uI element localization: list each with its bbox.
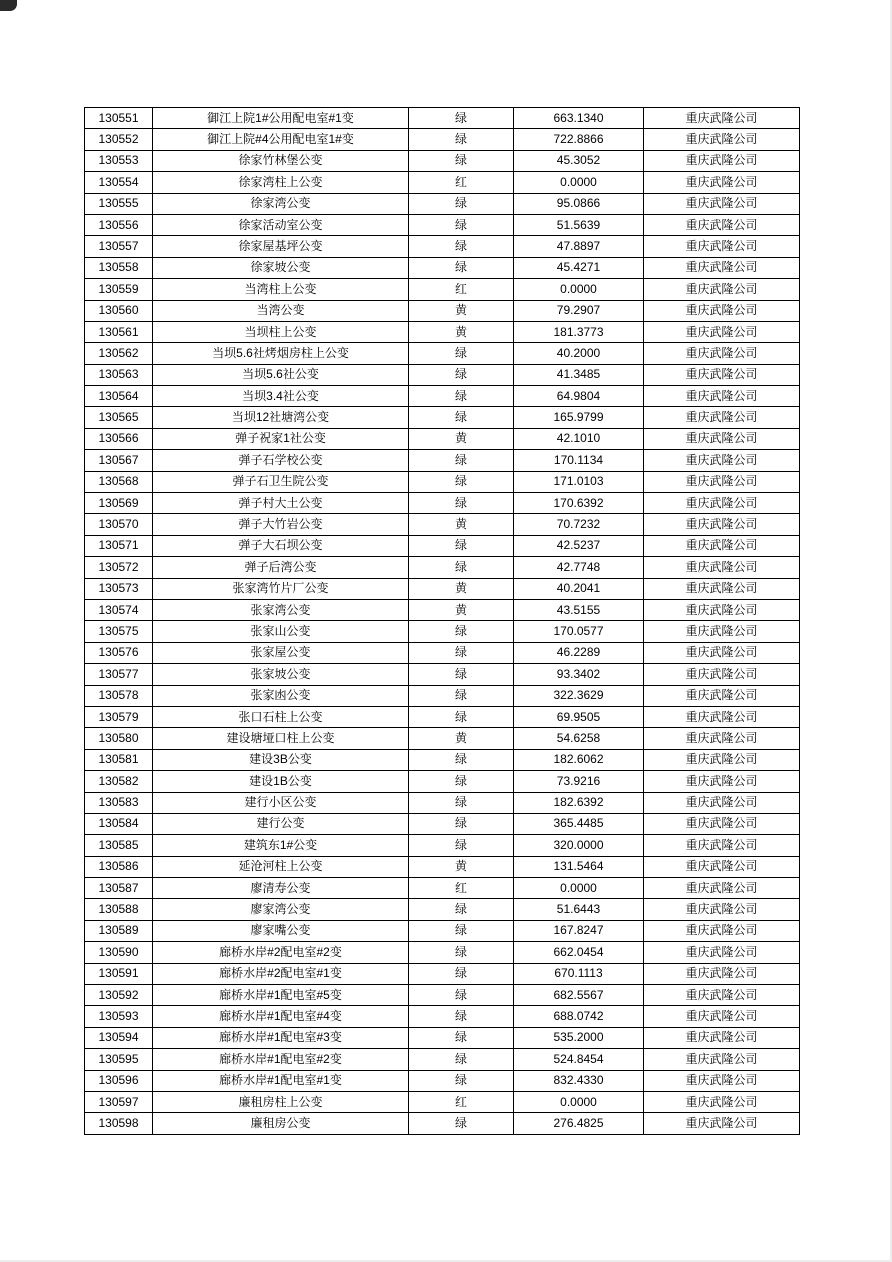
cell-value: 79.2907 [514,300,644,321]
cell-id: 130582 [85,771,153,792]
cell-id: 130594 [85,1027,153,1048]
cell-status: 绿 [409,1070,514,1091]
cell-company: 重庆武隆公司 [644,1070,800,1091]
cell-status: 绿 [409,129,514,150]
cell-name: 廊桥水岸#1配电室#4变 [153,1006,409,1027]
cell-value: 40.2000 [514,343,644,364]
table-row [85,1091,800,1112]
cell-status: 红 [409,1091,514,1112]
table-row [85,428,800,449]
cell-id: 130563 [85,364,153,385]
table-row [85,1113,800,1134]
cell-id: 130577 [85,664,153,685]
cell-id: 130552 [85,129,153,150]
cell-status: 黄 [409,578,514,599]
cell-company: 重庆武隆公司 [644,428,800,449]
cell-value: 322.3629 [514,685,644,706]
cell-id: 130556 [85,214,153,235]
cell-value: 182.6062 [514,749,644,770]
table-row [85,664,800,685]
cell-id: 130573 [85,578,153,599]
cell-company: 重庆武隆公司 [644,257,800,278]
cell-id: 130579 [85,706,153,727]
table-row [85,899,800,920]
cell-status: 绿 [409,621,514,642]
cell-status: 绿 [409,108,514,129]
table-row [85,985,800,1006]
cell-name: 建设1B公变 [153,771,409,792]
cell-status: 黄 [409,728,514,749]
cell-company: 重庆武隆公司 [644,300,800,321]
table-row [85,621,800,642]
cell-id: 130595 [85,1049,153,1070]
cell-name: 廉租房公变 [153,1113,409,1134]
cell-value: 69.9505 [514,706,644,727]
cell-name: 张口石柱上公变 [153,706,409,727]
cell-value: 167.8247 [514,920,644,941]
table-row [85,557,800,578]
cell-company: 重庆武隆公司 [644,514,800,535]
cell-name: 当坝3.4社公变 [153,386,409,407]
cell-value: 365.4485 [514,813,644,834]
cell-id: 130565 [85,407,153,428]
cell-name: 廊桥水岸#1配电室#1变 [153,1070,409,1091]
table-row [85,172,800,193]
cell-id: 130557 [85,236,153,257]
cell-company: 重庆武隆公司 [644,985,800,1006]
cell-status: 绿 [409,792,514,813]
cell-id: 130559 [85,279,153,300]
cell-status: 绿 [409,685,514,706]
cell-status: 黄 [409,514,514,535]
cell-name: 当湾公变 [153,300,409,321]
cell-company: 重庆武隆公司 [644,450,800,471]
cell-status: 绿 [409,450,514,471]
cell-status: 绿 [409,257,514,278]
cell-name: 廊桥水岸#1配电室#2变 [153,1049,409,1070]
cell-company: 重庆武隆公司 [644,878,800,899]
table-row [85,749,800,770]
cell-company: 重庆武隆公司 [644,557,800,578]
cell-status: 绿 [409,899,514,920]
cell-company: 重庆武隆公司 [644,193,800,214]
cell-status: 绿 [409,1006,514,1027]
cell-name: 御江上院1#公用配电室#1变 [153,108,409,129]
table-row [85,963,800,984]
cell-value: 682.5567 [514,985,644,1006]
table-row [85,706,800,727]
cell-name: 张家山公变 [153,621,409,642]
cell-status: 黄 [409,321,514,342]
cell-id: 130585 [85,835,153,856]
cell-id: 130590 [85,942,153,963]
cell-id: 130562 [85,343,153,364]
cell-company: 重庆武隆公司 [644,792,800,813]
cell-name: 弹子大石坝公变 [153,535,409,556]
table-row [85,942,800,963]
cell-status: 黄 [409,300,514,321]
table-row [85,321,800,342]
cell-value: 41.3485 [514,364,644,385]
cell-value: 688.0742 [514,1006,644,1027]
cell-status: 绿 [409,386,514,407]
cell-name: 弹子大竹岩公变 [153,514,409,535]
cell-company: 重庆武隆公司 [644,1027,800,1048]
table-row [85,1006,800,1027]
cell-company: 重庆武隆公司 [644,771,800,792]
corner-artifact [0,0,17,11]
cell-id: 130554 [85,172,153,193]
cell-value: 54.6258 [514,728,644,749]
cell-id: 130568 [85,471,153,492]
cell-status: 绿 [409,664,514,685]
cell-value: 182.6392 [514,792,644,813]
table-row [85,279,800,300]
cell-status: 绿 [409,193,514,214]
table-row [85,471,800,492]
cell-name: 当坝5.6社烤烟房柱上公变 [153,343,409,364]
table-row [85,535,800,556]
cell-value: 535.2000 [514,1027,644,1048]
cell-company: 重庆武隆公司 [644,150,800,171]
cell-name: 张家坡公变 [153,664,409,685]
cell-id: 130561 [85,321,153,342]
table-row [85,514,800,535]
table-row [85,193,800,214]
cell-status: 绿 [409,535,514,556]
cell-status: 黄 [409,856,514,877]
cell-value: 181.3773 [514,321,644,342]
cell-status: 绿 [409,493,514,514]
cell-id: 130558 [85,257,153,278]
cell-value: 320.0000 [514,835,644,856]
cell-value: 40.2041 [514,578,644,599]
cell-status: 绿 [409,214,514,235]
cell-company: 重庆武隆公司 [644,642,800,663]
cell-value: 64.9804 [514,386,644,407]
cell-value: 70.7232 [514,514,644,535]
cell-id: 130567 [85,450,153,471]
cell-company: 重庆武隆公司 [644,599,800,620]
cell-id: 130584 [85,813,153,834]
cell-company: 重庆武隆公司 [644,728,800,749]
cell-name: 建筑东1#公变 [153,835,409,856]
cell-name: 延沧河柱上公变 [153,856,409,877]
cell-company: 重庆武隆公司 [644,493,800,514]
table-row [85,813,800,834]
table-row [85,407,800,428]
cell-name: 当坝5.6社公变 [153,364,409,385]
cell-name: 当坝柱上公变 [153,321,409,342]
cell-company: 重庆武隆公司 [644,813,800,834]
cell-id: 130578 [85,685,153,706]
table-row [85,1049,800,1070]
cell-status: 绿 [409,985,514,1006]
cell-status: 绿 [409,471,514,492]
cell-name: 廖家湾公变 [153,899,409,920]
cell-company: 重庆武隆公司 [644,279,800,300]
cell-value: 722.8866 [514,129,644,150]
cell-value: 0.0000 [514,172,644,193]
cell-value: 524.8454 [514,1049,644,1070]
cell-value: 663.1340 [514,108,644,129]
cell-value: 43.5155 [514,599,644,620]
cell-name: 张家凼公变 [153,685,409,706]
cell-id: 130598 [85,1113,153,1134]
table-row [85,642,800,663]
cell-name: 廊桥水岸#1配电室#3变 [153,1027,409,1048]
cell-value: 51.6443 [514,899,644,920]
cell-name: 廖清寿公变 [153,878,409,899]
cell-id: 130553 [85,150,153,171]
table-row [85,386,800,407]
cell-status: 绿 [409,749,514,770]
cell-status: 绿 [409,557,514,578]
cell-value: 51.5639 [514,214,644,235]
cell-status: 绿 [409,236,514,257]
table-row [85,257,800,278]
cell-company: 重庆武隆公司 [644,386,800,407]
cell-name: 徐家湾柱上公变 [153,172,409,193]
cell-status: 绿 [409,150,514,171]
table-body [85,108,800,1135]
cell-status: 红 [409,172,514,193]
table-row [85,236,800,257]
table-row [85,578,800,599]
cell-company: 重庆武隆公司 [644,214,800,235]
cell-status: 绿 [409,642,514,663]
cell-company: 重庆武隆公司 [644,535,800,556]
cell-id: 130581 [85,749,153,770]
cell-name: 当湾柱上公变 [153,279,409,300]
cell-value: 47.8897 [514,236,644,257]
cell-id: 130580 [85,728,153,749]
cell-value: 171.0103 [514,471,644,492]
cell-id: 130596 [85,1070,153,1091]
cell-company: 重庆武隆公司 [644,920,800,941]
cell-company: 重庆武隆公司 [644,1049,800,1070]
cell-name: 廊桥水岸#2配电室#2变 [153,942,409,963]
cell-name: 弹子祝家1社公变 [153,428,409,449]
cell-company: 重庆武隆公司 [644,856,800,877]
table-row [85,1027,800,1048]
cell-status: 绿 [409,364,514,385]
cell-company: 重庆武隆公司 [644,471,800,492]
cell-id: 130555 [85,193,153,214]
cell-value: 45.4271 [514,257,644,278]
cell-name: 当坝12社塘湾公变 [153,407,409,428]
cell-value: 0.0000 [514,878,644,899]
cell-name: 张家湾竹片厂公变 [153,578,409,599]
table-row [85,599,800,620]
table-row [85,129,800,150]
cell-company: 重庆武隆公司 [644,963,800,984]
cell-value: 0.0000 [514,1091,644,1112]
cell-id: 130589 [85,920,153,941]
cell-company: 重庆武隆公司 [644,129,800,150]
cell-name: 弹子石学校公变 [153,450,409,471]
cell-name: 徐家坡公变 [153,257,409,278]
cell-name: 建行公变 [153,813,409,834]
cell-value: 42.7748 [514,557,644,578]
cell-value: 42.5237 [514,535,644,556]
table-row [85,1070,800,1091]
cell-name: 建行小区公变 [153,792,409,813]
cell-company: 重庆武隆公司 [644,364,800,385]
cell-id: 130569 [85,493,153,514]
cell-name: 廊桥水岸#2配电室#1变 [153,963,409,984]
cell-company: 重庆武隆公司 [644,706,800,727]
cell-id: 130597 [85,1091,153,1112]
table-row [85,685,800,706]
cell-status: 绿 [409,1027,514,1048]
transformer-data-table [84,107,800,1135]
cell-name: 弹子后湾公变 [153,557,409,578]
cell-value: 670.1113 [514,963,644,984]
cell-status: 绿 [409,920,514,941]
cell-company: 重庆武隆公司 [644,321,800,342]
cell-company: 重庆武隆公司 [644,835,800,856]
cell-id: 130564 [85,386,153,407]
table-row [85,343,800,364]
cell-company: 重庆武隆公司 [644,942,800,963]
cell-id: 130572 [85,557,153,578]
cell-status: 绿 [409,835,514,856]
table-row [85,920,800,941]
cell-status: 黄 [409,428,514,449]
cell-name: 张家屋公变 [153,642,409,663]
cell-company: 重庆武隆公司 [644,899,800,920]
cell-name: 徐家竹林堡公变 [153,150,409,171]
cell-id: 130571 [85,535,153,556]
cell-value: 95.0866 [514,193,644,214]
cell-value: 0.0000 [514,279,644,300]
cell-name: 廉租房柱上公变 [153,1091,409,1112]
table-row [85,150,800,171]
table-row [85,728,800,749]
cell-status: 红 [409,279,514,300]
cell-name: 弹子石卫生院公变 [153,471,409,492]
cell-status: 黄 [409,599,514,620]
cell-id: 130575 [85,621,153,642]
cell-id: 130574 [85,599,153,620]
table-row [85,771,800,792]
cell-status: 绿 [409,771,514,792]
cell-status: 绿 [409,343,514,364]
table-row [85,856,800,877]
cell-value: 170.0577 [514,621,644,642]
cell-company: 重庆武隆公司 [644,108,800,129]
cell-name: 弹子村大土公变 [153,493,409,514]
table-row [85,835,800,856]
cell-value: 42.1010 [514,428,644,449]
cell-status: 绿 [409,942,514,963]
cell-value: 131.5464 [514,856,644,877]
cell-value: 662.0454 [514,942,644,963]
cell-id: 130566 [85,428,153,449]
cell-status: 红 [409,878,514,899]
cell-id: 130587 [85,878,153,899]
cell-id: 130591 [85,963,153,984]
cell-company: 重庆武隆公司 [644,343,800,364]
cell-name: 建设3B公变 [153,749,409,770]
cell-value: 93.3402 [514,664,644,685]
table-row [85,878,800,899]
cell-id: 130586 [85,856,153,877]
cell-value: 170.1134 [514,450,644,471]
cell-value: 276.4825 [514,1113,644,1134]
cell-name: 徐家活动室公变 [153,214,409,235]
cell-company: 重庆武隆公司 [644,685,800,706]
cell-status: 绿 [409,963,514,984]
cell-id: 130560 [85,300,153,321]
cell-name: 建设塘垭口柱上公变 [153,728,409,749]
cell-status: 绿 [409,1049,514,1070]
cell-name: 张家湾公变 [153,599,409,620]
cell-value: 170.6392 [514,493,644,514]
table-row [85,493,800,514]
cell-name: 徐家屋基坪公变 [153,236,409,257]
table-row [85,214,800,235]
cell-company: 重庆武隆公司 [644,1113,800,1134]
cell-name: 御江上院#4公用配电室1#变 [153,129,409,150]
cell-name: 徐家湾公变 [153,193,409,214]
cell-id: 130588 [85,899,153,920]
cell-id: 130583 [85,792,153,813]
cell-company: 重庆武隆公司 [644,621,800,642]
cell-company: 重庆武隆公司 [644,578,800,599]
cell-company: 重庆武隆公司 [644,1091,800,1112]
cell-company: 重庆武隆公司 [644,172,800,193]
cell-value: 165.9799 [514,407,644,428]
cell-id: 130551 [85,108,153,129]
cell-id: 130593 [85,1006,153,1027]
table-row [85,108,800,129]
cell-value: 832.4330 [514,1070,644,1091]
cell-value: 45.3052 [514,150,644,171]
cell-status: 绿 [409,813,514,834]
cell-value: 46.2289 [514,642,644,663]
table-row [85,364,800,385]
cell-status: 绿 [409,706,514,727]
cell-id: 130576 [85,642,153,663]
table-row [85,450,800,471]
cell-company: 重庆武隆公司 [644,236,800,257]
cell-company: 重庆武隆公司 [644,664,800,685]
cell-value: 73.9216 [514,771,644,792]
table-row [85,300,800,321]
cell-id: 130570 [85,514,153,535]
cell-company: 重庆武隆公司 [644,407,800,428]
table-row [85,792,800,813]
cell-status: 绿 [409,407,514,428]
cell-name: 廖家嘴公变 [153,920,409,941]
cell-status: 绿 [409,1113,514,1134]
cell-company: 重庆武隆公司 [644,1006,800,1027]
cell-name: 廊桥水岸#1配电室#5变 [153,985,409,1006]
cell-company: 重庆武隆公司 [644,749,800,770]
cell-id: 130592 [85,985,153,1006]
